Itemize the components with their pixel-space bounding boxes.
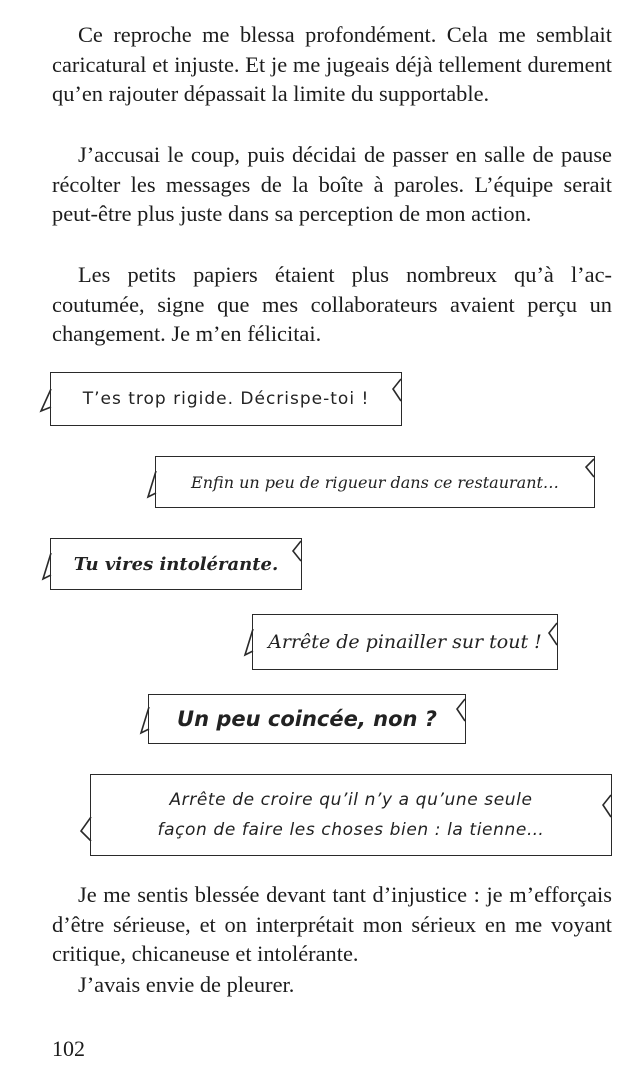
note-too-rigid <box>50 372 402 426</box>
speech-tick-icon <box>241 629 263 659</box>
paragraph-pause-room: J’accusai le coup, puis décidai de passer en salle de pause récolter les messages de la boîte à paroles. L’équipe serait peut-être plus juste dans sa perception de mon action. <box>52 142 612 227</box>
note-text: Arrête de pinailler sur tout ! <box>268 631 542 653</box>
note-stop-nitpicking <box>252 614 558 670</box>
note-text <box>158 785 545 845</box>
note-intolerant <box>50 538 302 590</box>
note-line-1: Arrête de croire qu’il n’y a qu’une seule <box>169 790 533 810</box>
speech-tick-icon <box>391 375 413 405</box>
paragraph-papers: Les petits papiers étaient plus nombreux qu’à l’accoutumée, signe que mes collaborateurs avaient perçu un changement. Je m’en félicitai. <box>52 262 612 347</box>
note-only-one-way <box>90 774 612 856</box>
paragraph-hurt: Je me sentis blessée devant tant d’injustice : je m’efforçais d’être sérieuse, et on interprétait mon sérieux en me voyant critique, chicaneuse et intolérante. <box>52 882 612 967</box>
speech-tick-icon <box>455 697 477 727</box>
note-text: Enfin un peu de rigueur dans ce restaurant… <box>191 472 559 492</box>
note-uptight <box>148 694 466 744</box>
paragraph-reproach: Ce reproche me blessa profondément. Cela me semblait caricatural et injuste. Et je me jugeais déjà tellement durement qu’en rajouter dépassait la limite du supportable. <box>52 22 612 107</box>
paragraph-cry: J’avais envie de pleurer. <box>78 972 295 997</box>
speech-tick-icon <box>79 817 101 847</box>
speech-tick-icon <box>144 471 166 501</box>
page-number: 102 <box>52 1036 85 1061</box>
note-text: T’es trop rigide. Décrispe-toi ! <box>82 389 370 409</box>
note-text: Tu vires intolérante. <box>73 553 279 575</box>
speech-tick-icon <box>39 389 61 419</box>
speech-tick-icon <box>39 553 61 583</box>
note-line-2: façon de faire les choses bien : la tienne… <box>157 820 545 840</box>
speech-tick-icon <box>547 621 569 651</box>
note-text: Un peu coincée, non ? <box>177 707 437 731</box>
speech-tick-icon <box>601 793 623 823</box>
speech-tick-icon <box>137 707 159 737</box>
speech-tick-icon <box>291 539 313 569</box>
note-finally-rigor <box>155 456 595 508</box>
speech-tick-icon <box>584 457 606 487</box>
